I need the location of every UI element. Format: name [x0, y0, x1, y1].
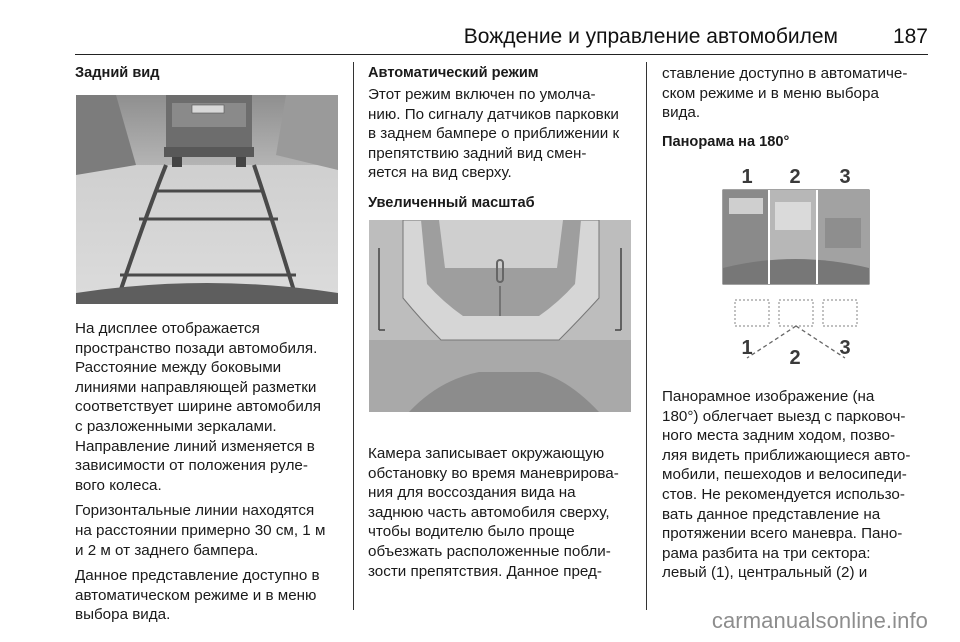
text-line: протяжении всего маневра. Пано-	[662, 525, 903, 543]
column-3-text	[662, 387, 944, 583]
text-line: рама разбита на три сектора:	[662, 544, 871, 562]
text-line: Расстояние между боковыми	[75, 359, 282, 377]
chapter-title: Вождение и управление автомобилем	[463, 25, 838, 48]
diagram-label-top-1: 1	[741, 166, 753, 188]
paragraph-zoom	[368, 444, 644, 581]
text-line: на расстоянии примерно 30 см, 1 м	[75, 521, 326, 539]
text-line: ного места задним ходом, позво-	[662, 427, 896, 445]
text-line: в заднем бампере о приближении к	[368, 125, 620, 143]
section-heading-rear-view: Задний вид	[75, 65, 160, 81]
text-line: заднюю часть автомобиля сверху,	[368, 503, 610, 521]
panorama-diagram	[665, 158, 927, 368]
paragraph-rear-view-3	[75, 566, 351, 625]
text-line: стов. Не рекомендуется использо-	[662, 485, 905, 503]
text-line: Панорамное изображение (на	[662, 388, 875, 405]
text-line: с разложенными зеркалами.	[75, 417, 277, 435]
paragraph-rear-view-1	[75, 319, 351, 495]
text-line: левый (1), центральный (2) и	[662, 564, 868, 582]
diagram-label-top-2: 2	[789, 166, 801, 188]
section-heading-auto-mode: Автоматический режим	[368, 65, 539, 81]
diagram-label-bottom-3: 3	[839, 337, 851, 359]
text-line: ляя видеть приближающиеся авто-	[662, 446, 911, 464]
text-line: Этот режим включен по умолча-	[368, 86, 596, 103]
column-1	[75, 64, 345, 83]
section-heading-panorama: Панорама на 180°	[662, 133, 790, 150]
column-3	[662, 64, 942, 152]
header-divider	[75, 54, 928, 55]
text-line: зависимости от положения руле-	[75, 457, 308, 475]
section-heading-zoom: Увеличенный масштаб	[368, 194, 535, 211]
column-divider-2	[646, 62, 647, 610]
zoomed-top-view-image	[369, 220, 631, 412]
paragraph-panorama	[662, 387, 944, 583]
text-line: Направление линий изменяется в	[75, 437, 315, 455]
page-number: 187	[892, 25, 928, 48]
text-line: соответствует ширине автомобиля	[75, 398, 321, 416]
paragraph-auto-mode	[368, 85, 644, 183]
page-header	[0, 0, 960, 56]
text-line: Данное представление доступно в	[75, 567, 320, 585]
text-line: мобили, пешеходов и велосипеди-	[662, 466, 907, 484]
rear-view-camera-image	[76, 95, 338, 304]
paragraph-rear-view-2	[75, 501, 351, 560]
diagram-label-top-3: 3	[839, 166, 851, 188]
text-line: и 2 м от заднего бампера.	[75, 541, 259, 559]
site-watermark: carmanualsonline.info	[711, 608, 928, 633]
text-line: ском режиме и в меню выбора	[662, 84, 879, 102]
text-line: вого колеса.	[75, 476, 162, 494]
text-line: нию. По сигналу датчиков парковки	[368, 105, 619, 123]
column-1-text	[75, 319, 351, 625]
diagram-label-bottom-2: 2	[789, 347, 801, 368]
text-line: объезжать расположенные побли-	[368, 542, 611, 560]
text-line: обстановку во время маневрирова-	[368, 464, 619, 482]
text-line: Горизонтальные линии находятся	[75, 502, 315, 520]
text-line: вать данное представление на	[662, 505, 881, 523]
column-2-text	[368, 444, 644, 581]
text-line: 180°) облегчает выезд с парковоч-	[662, 407, 906, 425]
text-line: На дисплее отображается	[75, 320, 260, 337]
text-line: автоматическом режиме и в меню	[75, 586, 317, 604]
text-line: линиями направляющей разметки	[75, 378, 317, 396]
text-line: яется на вид сверху.	[368, 164, 512, 182]
text-line: ния для воссоздания вида на	[368, 484, 576, 502]
paragraph-continued	[662, 64, 942, 123]
column-2	[368, 64, 644, 213]
text-line: ставление доступно в автоматиче-	[662, 65, 908, 82]
column-divider-1	[353, 62, 354, 610]
diagram-label-bottom-1: 1	[741, 337, 753, 359]
text-line: вида.	[662, 104, 701, 122]
text-line: препятствию задний вид смен-	[368, 144, 587, 162]
text-line: пространство позади автомобиля.	[75, 339, 318, 357]
text-line: выбора вида.	[75, 606, 171, 624]
text-line: зости препятствия. Данное пред-	[368, 562, 602, 580]
text-line: чтобы водителю было проще	[368, 523, 575, 541]
text-line: Камера записывает окружающую	[368, 445, 605, 462]
